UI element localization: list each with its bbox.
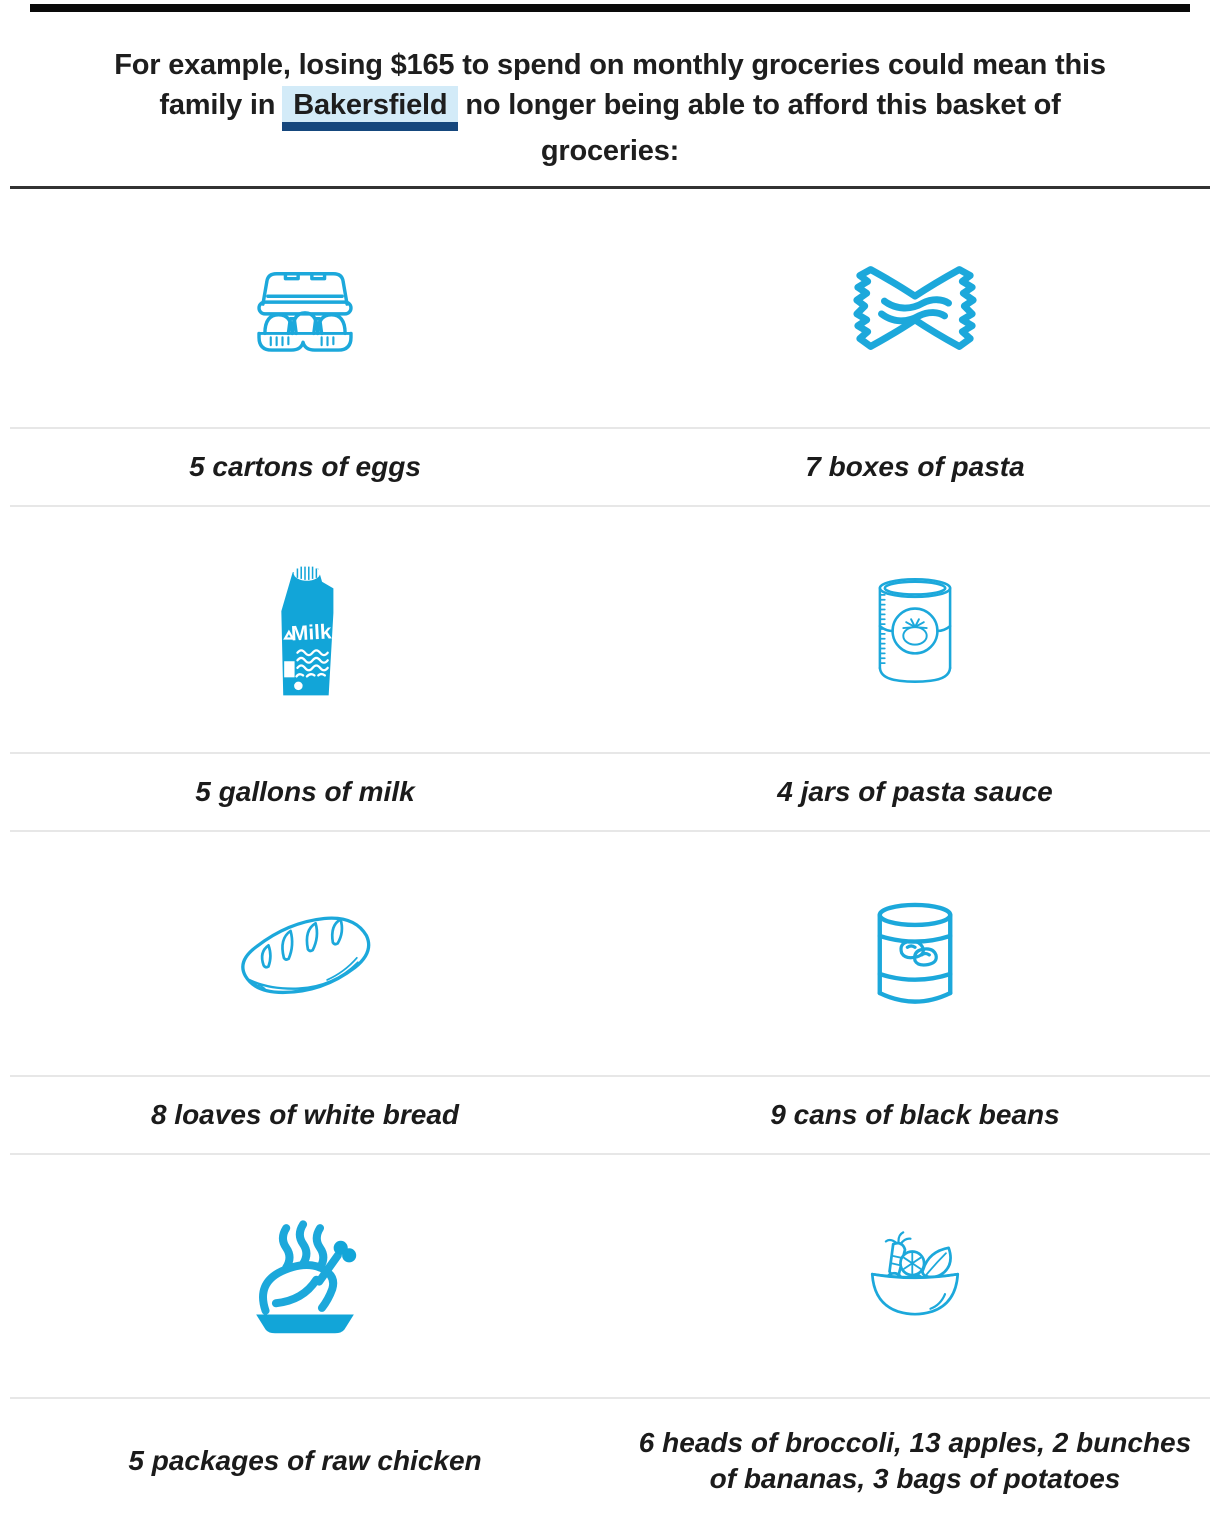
highlighted-city: Bakersfield — [282, 86, 458, 131]
item-label: 6 heads of broccoli, 13 apples, 2 bunches of bananas, 3 bags of potatoes — [638, 1426, 1192, 1494]
page-title — [0, 12, 1220, 171]
icon-row-3 — [0, 832, 1220, 1075]
item-label: 8 loaves of white bread — [150, 1099, 460, 1130]
label-row-4 — [0, 1399, 1220, 1522]
label-row-2 — [0, 754, 1220, 830]
grid-cell — [610, 1155, 1220, 1397]
raw-chicken-icon — [243, 1214, 367, 1338]
produce-bowl-icon — [865, 1227, 965, 1325]
title-line-2: family in Bakersfield no longer being able to afford this basket of — [0, 85, 1220, 131]
icon-row-1 — [0, 189, 1220, 427]
pasta-icon — [846, 258, 984, 358]
title-line-1: For example, losing $165 to spend on monthly groceries could mean this — [114, 49, 1106, 81]
item-label: 7 boxes of pasta — [805, 451, 1025, 482]
grid-cell — [610, 189, 1220, 427]
milk-carton-icon — [262, 559, 348, 701]
black-beans-can-icon — [875, 899, 955, 1009]
pasta-sauce-can-icon — [876, 575, 954, 685]
grid-cell — [610, 507, 1220, 752]
icon-row-4 — [0, 1155, 1220, 1397]
grid-cell — [0, 189, 610, 427]
item-label: 5 gallons of milk — [195, 776, 415, 807]
label-row-3 — [0, 1077, 1220, 1153]
grid-cell — [610, 832, 1220, 1075]
bread-loaf-icon — [232, 905, 378, 1003]
item-label: 5 packages of raw chicken — [128, 1444, 482, 1476]
label-row-1 — [0, 429, 1220, 505]
egg-carton-icon — [246, 263, 364, 353]
top-border-rule — [30, 4, 1190, 12]
icon-row-2 — [0, 507, 1220, 752]
item-label: 9 cans of black beans — [770, 1099, 1060, 1130]
grid-cell — [0, 1155, 610, 1397]
grid-cell — [0, 832, 610, 1075]
milk-label: Milk — [290, 619, 333, 646]
title-line-3: groceries: — [540, 135, 680, 167]
item-label: 4 jars of pasta sauce — [777, 776, 1053, 807]
grid-cell — [0, 507, 610, 752]
item-label: 5 cartons of eggs — [189, 451, 421, 482]
